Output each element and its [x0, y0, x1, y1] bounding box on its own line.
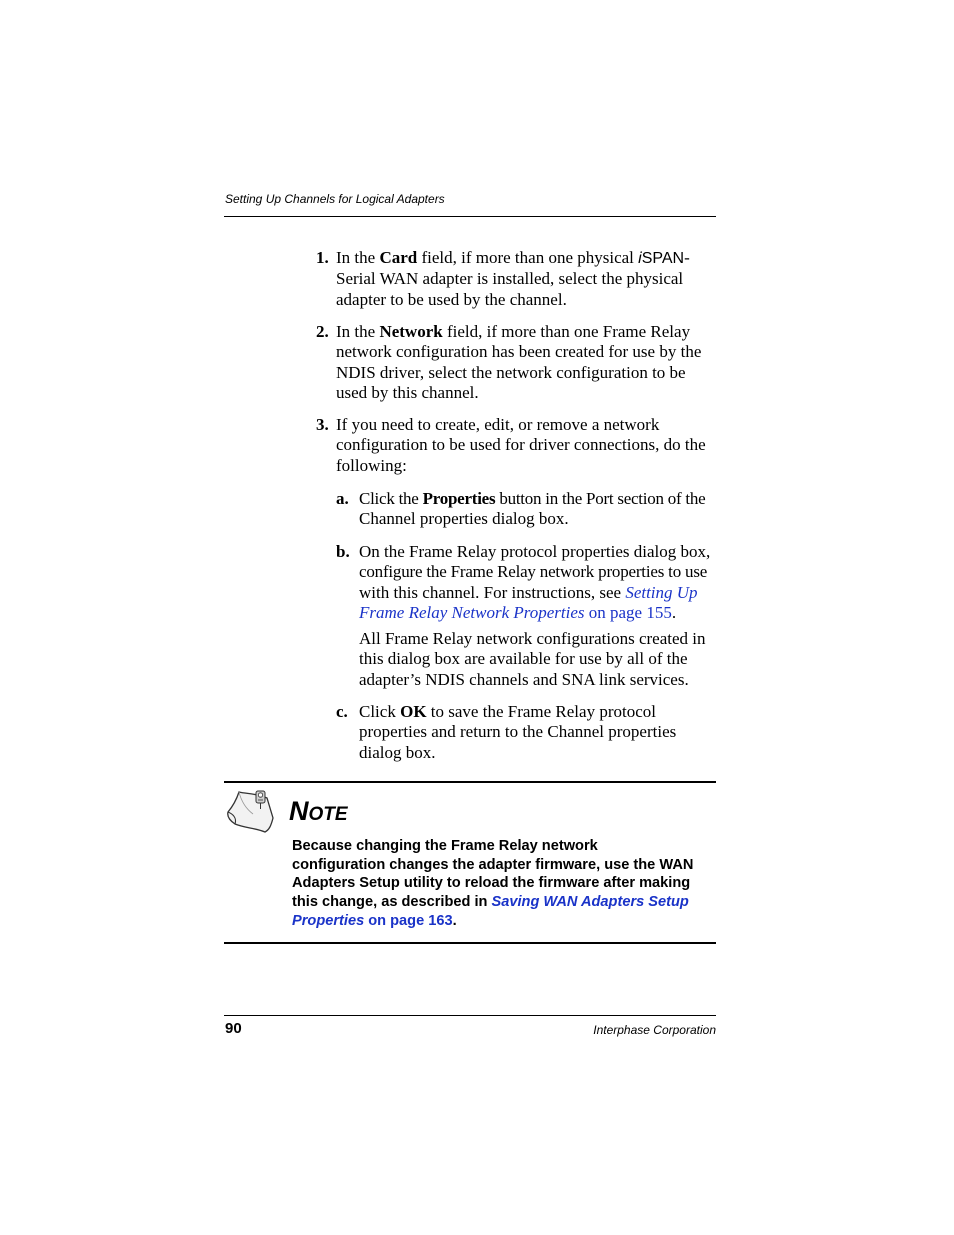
step-1-number: 1.	[316, 248, 329, 267]
substep-b-text: On the Frame Relay protocol properties dialog box, configure the Frame Relay network properties to use with this channel. For instructions, see Setting Up Frame Relay Network Properties on page 155.	[359, 542, 711, 622]
frame-relay-properties-link[interactable]: Frame Relay Network Properties on page 155	[359, 602, 672, 622]
note-pad-icon	[225, 788, 277, 836]
setting-up-frame-relay-link[interactable]: Setting Up	[625, 582, 698, 602]
step-3-number: 3.	[316, 415, 329, 434]
note-bottom-rule	[224, 942, 716, 944]
saving-wan-adapters-properties-link[interactable]: Properties on page 163	[292, 912, 453, 929]
substep-c-text: Click OK to save the Frame Relay protocol properties and return to the Channel properties dialog box.	[359, 702, 677, 762]
saving-wan-adapters-link[interactable]: Saving WAN Adapters Setup	[491, 894, 689, 911]
substep-b-label: b.	[336, 542, 350, 561]
note-text: Because changing the Frame Relay network configuration changes the adapter firmware, use the WAN Adapters Setup utility to reload the firmware after making this change, as described in Saving WAN Adapters Setup Properties on page 163.	[292, 838, 694, 929]
header-rule	[224, 216, 716, 217]
substep-a-label: a.	[336, 489, 349, 508]
step-2-number: 2.	[316, 322, 329, 341]
note-title: NOTE	[289, 796, 348, 826]
footer-rule	[224, 1015, 716, 1016]
step-1-text: In the Card field, if more than one physical iSPAN- Serial WAN adapter is installed, select the physical adapter to be used by the channel.	[336, 248, 690, 309]
substep-c-label: c.	[336, 702, 348, 721]
step-3-text: If you need to create, edit, or remove a network configuration to be used for driver connections, do the following:	[336, 415, 706, 475]
note-top-rule	[224, 781, 716, 783]
footer-company: Interphase Corporation	[593, 1023, 716, 1037]
substep-a-text: Click the Properties button in the Port section of the Channel properties dialog box.	[359, 489, 706, 529]
running-header: Setting Up Channels for Logical Adapters	[225, 192, 445, 206]
step-2-text: In the Network field, if more than one Frame Relay network configuration has been created for use by the NDIS driver, select the network configuration to be used by this channel.	[336, 322, 702, 402]
page-number: 90	[225, 1020, 242, 1037]
substep-b-paragraph-2: All Frame Relay network configurations created in this dialog box are available for use by all of the adapter’s NDIS channels and SNA link services.	[359, 629, 706, 689]
